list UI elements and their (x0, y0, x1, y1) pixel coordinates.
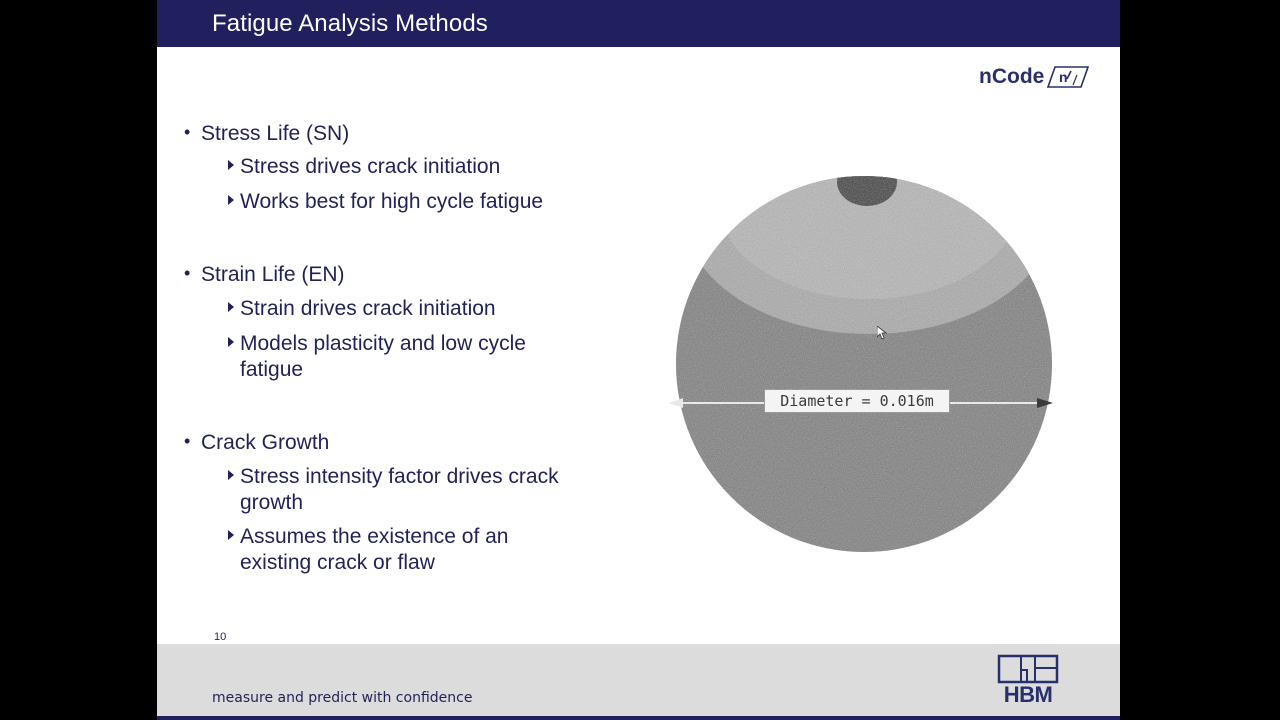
page-number: 10 (214, 631, 227, 643)
bullet-dot-icon: • (184, 431, 191, 451)
sub-bullet (240, 331, 590, 383)
ncode-logo-text: nCode (979, 65, 1045, 88)
bottom-bar (157, 716, 1120, 720)
ncode-logo-icon (1047, 65, 1089, 89)
footer (157, 644, 1120, 716)
footer-tagline: measure and predict with confidence (212, 690, 473, 706)
sub-bullet (240, 464, 620, 516)
hbm-logo-text: HBM (1003, 682, 1053, 707)
ncode-logo (979, 64, 1089, 90)
arrow-bullet-icon (228, 337, 234, 347)
arrow-bullet-icon (228, 195, 234, 205)
sub-bullet-text: Works best for high cycle fatigue (240, 190, 544, 213)
sub-bullet-text: Stress intensity factor drives crack growth (240, 465, 559, 514)
bullet-dot-icon: • (184, 263, 191, 283)
bullet-strain-life (184, 263, 345, 287)
arrow-bullet-icon (228, 470, 234, 480)
sub-bullet-text: Strain drives crack initiation (240, 297, 496, 320)
title-bar (157, 0, 1120, 47)
arrow-bullet-icon (228, 160, 234, 170)
hbm-logo (997, 654, 1059, 710)
bullet-dot-icon: • (184, 122, 191, 142)
diameter-label: Diameter = 0.016m (764, 389, 950, 413)
arrow-bullet-icon (228, 530, 234, 540)
sub-bullet-text: Assumes the existence of an existing crack or flaw (240, 525, 509, 574)
mouse-cursor-icon (877, 326, 887, 340)
bullet-heading: Crack Growth (201, 431, 330, 454)
sub-bullet (240, 154, 620, 180)
fracture-surface-image (669, 174, 1059, 564)
bullet-crack-growth (184, 431, 330, 455)
bullet-heading: Stress Life (SN) (201, 122, 350, 145)
svg-text:n: n (1059, 69, 1068, 85)
hbm-logo-icon (997, 654, 1059, 684)
sub-bullet-text: Models plasticity and low cycle fatigue (240, 332, 526, 381)
bullet-stress-life (184, 122, 350, 146)
sub-bullet (240, 524, 570, 576)
arrow-bullet-icon (228, 302, 234, 312)
sub-bullet (240, 189, 620, 215)
slide (157, 0, 1120, 720)
sub-bullet (240, 296, 620, 322)
sub-bullet-text: Stress drives crack initiation (240, 155, 501, 178)
bullet-heading: Strain Life (EN) (201, 263, 345, 286)
slide-title: Fatigue Analysis Methods (212, 10, 488, 37)
